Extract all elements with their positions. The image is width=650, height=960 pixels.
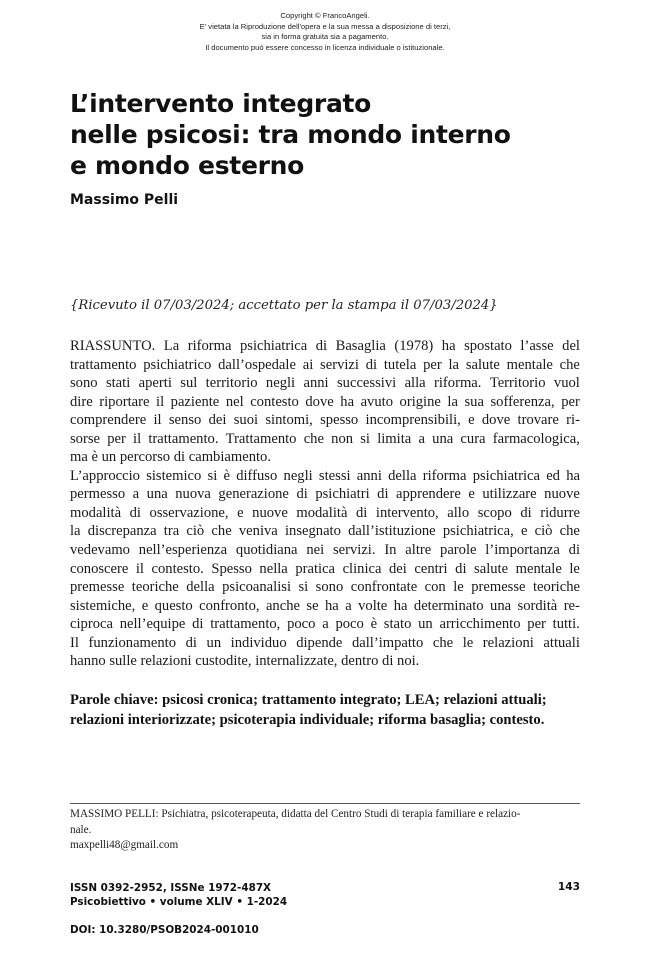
- article-title: [70, 88, 610, 181]
- copyright-line: Il documento può essere concesso in licenza individuale o istituzionale.: [205, 42, 445, 52]
- copyright-notice: [0, 11, 650, 53]
- keywords: [70, 691, 580, 730]
- title-line: L’intervento integrato: [70, 89, 372, 118]
- doi: DOI: 10.3280/PSOB2024-001010: [70, 924, 259, 936]
- keywords-line: relazioni interiorizzate; psicoterapia individuale; riforma basaglia; contesto.: [70, 711, 545, 728]
- title-line: e mondo esterno: [70, 151, 305, 180]
- abstract-line: permesso a una nuova generazione di psichiatri di apprendere e utilizzare nuove: [70, 486, 580, 503]
- title-line: nelle psicosi: tra mondo interno: [70, 120, 511, 149]
- copyright-line: E' vietata la Riproduzione dell'opera e la sua messa a disposizione di terzi,: [199, 21, 451, 31]
- author-footnote: [70, 807, 580, 854]
- journal-info: [70, 881, 287, 909]
- page-number: 143: [557, 881, 580, 893]
- abstract-line: vedevamo nell’esperienza quotidiana nei servizi. In altre parole l’importanza di: [70, 542, 580, 559]
- copyright-line: sia in forma gratuita sia a pagamento.: [261, 32, 389, 42]
- abstract-line: la discrepanza tra ciò che veniva insegnato dall’istituzione psichiatrica, e ciò che: [70, 523, 580, 540]
- abstract-line: dire riportare il paziente nel contesto dove ha avuto origine la sua sofferenza, per: [70, 393, 580, 410]
- abstract-line: trattamento psichiatrico dall’ospedale ai servizi di tutela per la salute mentale che: [70, 356, 580, 373]
- footnote-line: nale.: [70, 823, 92, 836]
- abstract-line: ciproca nell’equipe di trattamento, poco a poco è stato un arricchimento per tutti.: [70, 616, 580, 633]
- abstract: [70, 337, 580, 671]
- abstract-line: sorse per il trattamento. Trattamento che non si limita a una cura farmacologica,: [70, 430, 580, 447]
- copyright-line: Copyright © FrancoAngeli.: [280, 11, 370, 20]
- abstract-line: modalità di osservazione, e nuove modalità di intervento, allo scopo di ridurre: [70, 504, 580, 521]
- footnote-line: MASSIMO PELLI: Psichiatra, psicoterapeuta, didatta del Centro Studi di terapia familiare e relazio-: [70, 808, 521, 820]
- received-date-note: {Ricevuto il 07/03/2024; accettato per la stampa il 07/03/2024}: [70, 298, 498, 313]
- author-email: maxpelli48@gmail.com: [70, 839, 179, 851]
- abstract-line: hanno sulle relazioni custodite, internalizzate, dentro di noi.: [70, 653, 420, 670]
- abstract-line: L’approccio sistemico si è diffuso negli stessi anni della riforma psichiatrica ed ha: [70, 467, 580, 484]
- abstract-line: conoscere il contesto. Spesso nella pratica clinica dei centri di salute mentale le: [70, 560, 580, 577]
- abstract-line: comprendere il senso dei suoi sintomi, spesso incomprensibili, e dove trovare ri-: [70, 412, 580, 429]
- abstract-line: RIASSUNTO. La riforma psichiatrica di Basaglia (1978) ha spostato l’asse del: [70, 338, 580, 354]
- abstract-line: sistemiche, e questo confronto, anche se ha a volte ha determinato una sordità re-: [70, 597, 580, 614]
- abstract-line: Il funzionamento di un individuo dipende dall’impatto che le relazioni attuali: [70, 634, 580, 651]
- footnote-divider: [70, 803, 580, 804]
- journal-volume: Psicobiettivo • volume XLIV • 1-2024: [70, 896, 288, 908]
- keywords-line: Parole chiave: psicosi cronica; trattamento integrato; LEA; relazioni attuali;: [70, 692, 547, 708]
- abstract-line: sono stati aperti sul territorio negli anni successivi alla riforma. Territorio vuol: [70, 375, 580, 392]
- abstract-line: premesse teoriche della psicoanalisi si sono confrontate con le premesse teoriche: [70, 579, 580, 596]
- article-author: Massimo Pelli: [70, 192, 179, 208]
- abstract-line: ma è un percorso di cambiamento.: [70, 449, 271, 466]
- issn: ISSN 0392-2952, ISSNe 1972-487X: [70, 882, 272, 894]
